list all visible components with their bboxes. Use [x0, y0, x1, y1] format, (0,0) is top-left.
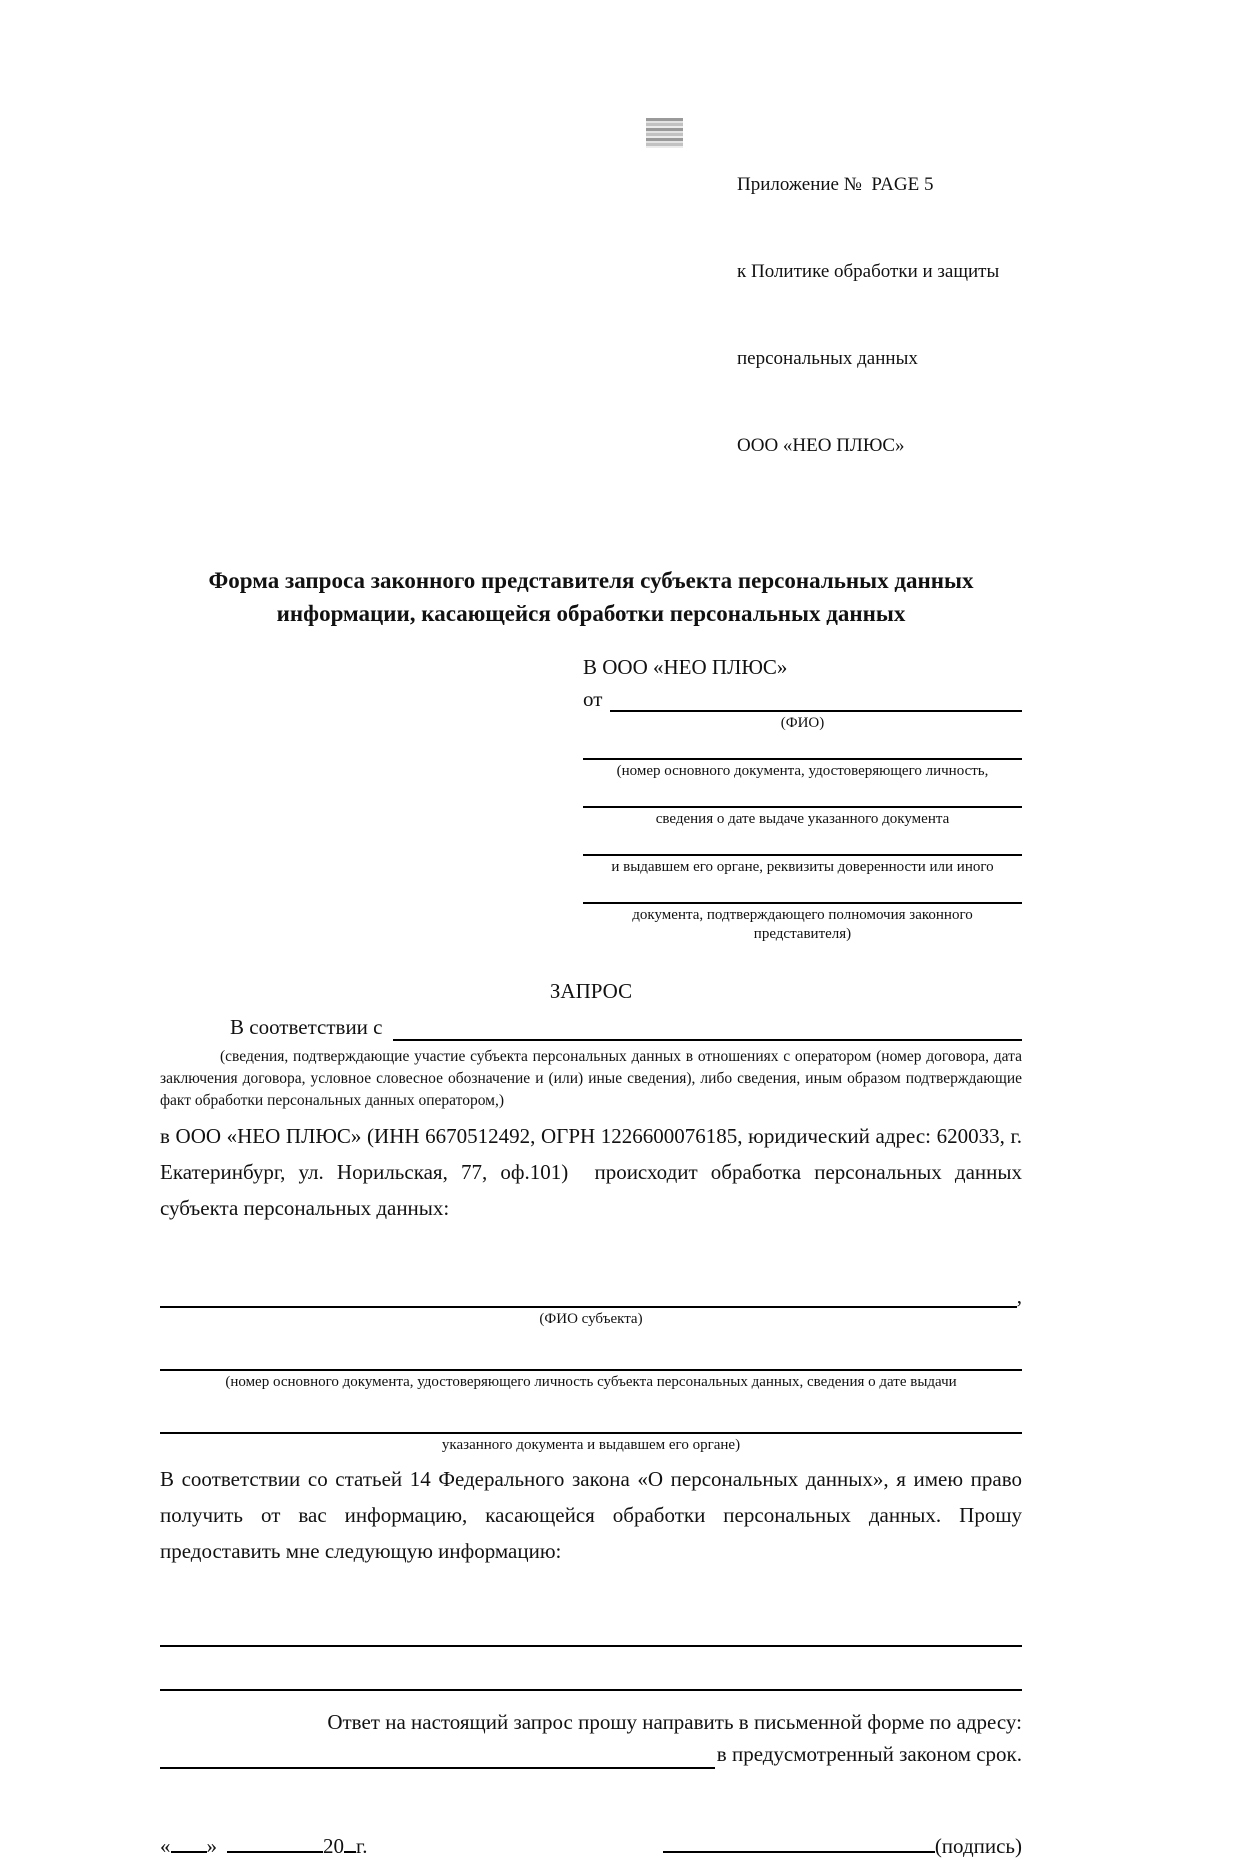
- subject-name-field[interactable]: [160, 1282, 1017, 1308]
- reply-address-row: [160, 1739, 1022, 1769]
- subject-fio-caption: (ФИО субъекта): [539, 1311, 643, 1327]
- year-field[interactable]: [344, 1831, 356, 1853]
- signature-caption: (подпись): [934, 1834, 1022, 1858]
- title-line-1: Форма запроса законного представителя субъекта персональных данных: [208, 568, 974, 593]
- addressee-block: [583, 654, 1022, 944]
- authority-document-field[interactable]: [583, 879, 1022, 904]
- reply-address-field[interactable]: [160, 1743, 715, 1769]
- issue-date-field[interactable]: [583, 783, 1022, 808]
- reply-instruction: Ответ на настоящий запрос прошу направить в письменной форме по адресу:: [327, 1710, 1022, 1734]
- date-close-quote: »: [206, 1834, 217, 1858]
- subject-document-caption: (номер основного документа, удостоверяющего личность субъекта персональных данных, сведения о дате выдачи: [225, 1374, 957, 1390]
- intro-row: [160, 1014, 1022, 1041]
- document-number-field[interactable]: [583, 735, 1022, 760]
- reply-deadline-text: в предусмотренный законом срок.: [716, 1742, 1022, 1766]
- document-title: [160, 564, 1022, 630]
- addressee-company: В ООО «НЕО ПЛЮС»: [583, 655, 788, 679]
- representative-name-field[interactable]: [610, 686, 1022, 712]
- appendix-reference: [737, 112, 1022, 518]
- embedded-thumbnail-icon: [646, 118, 683, 148]
- from-label: от: [583, 687, 603, 711]
- subject-document-authority-field[interactable]: [160, 1412, 1022, 1434]
- page-header: [160, 112, 1022, 518]
- subject-document-authority-caption: указанного документа и выдавшем его органе): [441, 1437, 741, 1453]
- signature-group: [663, 1831, 1022, 1860]
- intro-label: В соответствии с: [230, 1015, 383, 1039]
- subject-document-field[interactable]: [160, 1349, 1022, 1371]
- requested-info-field-2[interactable]: [160, 1647, 1022, 1691]
- subject-name-row: [160, 1282, 1022, 1308]
- from-row: [583, 686, 1022, 712]
- signature-field[interactable]: [663, 1831, 935, 1853]
- issuing-authority-field[interactable]: [583, 831, 1022, 856]
- year-suffix: г.: [356, 1834, 368, 1858]
- request-heading: ЗАПРОС: [549, 979, 633, 1003]
- relation-details-field[interactable]: [393, 1015, 1023, 1041]
- year-prefix: 20: [323, 1834, 344, 1858]
- date-open-quote: «: [160, 1834, 171, 1858]
- appendix-line: ООО «НЕО ПЛЮС»: [737, 435, 905, 456]
- issuing-authority-caption: и выдавшем его органе, реквизиты доверенности или иного: [611, 859, 994, 875]
- date-group: [160, 1831, 368, 1860]
- appendix-line: Приложение № PAGE 5: [737, 174, 934, 195]
- day-field[interactable]: [171, 1831, 207, 1853]
- issue-date-caption: сведения о дате выдаче указанного документа: [655, 811, 950, 827]
- month-field[interactable]: [227, 1831, 323, 1853]
- requested-info-field-1[interactable]: [160, 1603, 1022, 1647]
- document-number-caption: (номер основного документа, удостоверяющего личность,: [616, 763, 989, 779]
- relation-details-caption: (сведения, подтверждающие участие субъекта персональных данных в отношениях с оператором (номер договора, дата заключения договора, условное словесное обозначение и (или) иные сведения), либо сведения, иным образом подтверждающие факт обработки персональных данных оператором,): [160, 1048, 1026, 1109]
- authority-document-caption: документа, подтверждающего полномочия законного представителя): [632, 907, 977, 942]
- law-paragraph: В соответствии со статьей 14 Федерального закона «О персональных данных», я имею право получить от вас информацию, касающейся обработки персональных данных. Прошу предоставить мне следующую информацию:: [160, 1467, 1028, 1563]
- requested-info-fields: [160, 1603, 1022, 1691]
- operator-paragraph: в ООО «НЕО ПЛЮС» (ИНН 6670512492, ОГРН 1226600076185, юридический адрес: 620033, г. Екатеринбург, ул. Норильская, 77, оф.101) происходит обработка персональных данных субъекта персональных данных:: [160, 1124, 1028, 1220]
- appendix-line: персональных данных: [737, 348, 918, 369]
- subject-name-comma: ,: [1016, 1284, 1022, 1308]
- fio-caption: (ФИО): [780, 715, 825, 731]
- signature-footer: [160, 1831, 1022, 1860]
- title-line-2: информации, касающейся обработки персональных данных: [276, 601, 906, 626]
- appendix-line: к Политике обработки и защиты: [737, 261, 1000, 282]
